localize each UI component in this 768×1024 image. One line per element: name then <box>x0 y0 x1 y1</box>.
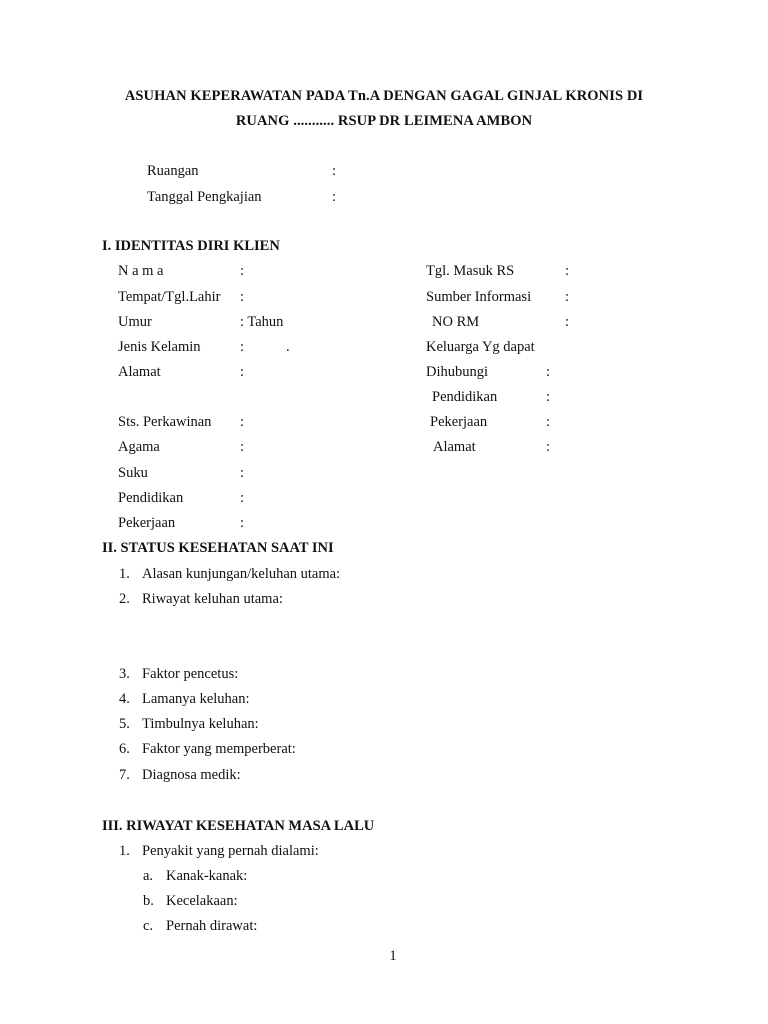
field-tempat-lahir-label: Tempat/Tgl.Lahir <box>118 289 221 305</box>
field-no-rm-value: : <box>565 314 570 330</box>
tanggal-pengkajian-sep: : <box>332 189 337 205</box>
riwayat-subitem-letter: c. <box>143 918 154 934</box>
riwayat-item-penyakit: Penyakit yang pernah dialami: <box>142 843 319 859</box>
field-no-rm-label: NO RM <box>432 314 480 330</box>
status-item-num: 2. <box>119 591 130 607</box>
field-pendidikan-label: Pendidikan <box>118 490 184 506</box>
status-item-num: 4. <box>119 691 130 707</box>
field-pendidikan-value: : <box>240 490 245 506</box>
riwayat-item-num: 1. <box>119 843 130 859</box>
field-keluarga-alamat-value: : <box>546 439 551 455</box>
field-jenis-kelamin-label: Jenis Kelamin <box>118 339 201 355</box>
field-tempat-lahir-value: : <box>240 289 245 305</box>
field-keluarga-pekerjaan-value: : <box>546 414 551 430</box>
document-title-line2: RUANG ........... RSUP DR LEIMENA AMBON <box>235 113 533 129</box>
riwayat-subitem-kanak: Kanak-kanak: <box>166 868 248 884</box>
riwayat-subitem-dirawat: Pernah dirawat: <box>166 918 258 934</box>
field-sumber-informasi-value: : <box>565 289 570 305</box>
status-item-lamanya: Lamanya keluhan: <box>142 691 250 707</box>
field-dihubungi-value: : <box>546 364 551 380</box>
field-umur-label: Umur <box>118 314 152 330</box>
section-riwayat-masa-lalu-heading: III. RIWAYAT KESEHATAN MASA LALU <box>102 818 375 834</box>
field-tgl-masuk-label: Tgl. Masuk RS <box>426 263 515 279</box>
field-jenis-kelamin-dot: . <box>286 339 290 355</box>
field-agama-value: : <box>240 439 245 455</box>
field-keluarga-alamat-label: Alamat <box>433 439 476 455</box>
ruangan-sep: : <box>332 163 337 179</box>
status-item-riwayat: Riwayat keluhan utama: <box>142 591 283 607</box>
riwayat-subitem-kecelakaan: Kecelakaan: <box>166 893 238 909</box>
status-item-diagnosa: Diagnosa medik: <box>142 767 241 783</box>
field-tgl-masuk-value: : <box>565 263 570 279</box>
field-keluarga-pendidikan-value: : <box>546 389 551 405</box>
document-title-line1: ASUHAN KEPERAWATAN PADA Tn.A DENGAN GAGAL GINJAL KRONIS DI <box>124 88 644 104</box>
field-keluarga-label: Keluarga Yg dapat <box>426 339 535 355</box>
status-item-num: 3. <box>119 666 130 682</box>
status-item-num: 5. <box>119 716 130 732</box>
field-agama-label: Agama <box>118 439 160 455</box>
section-status-kesehatan-heading: II. STATUS KESEHATAN SAAT INI <box>102 540 334 556</box>
field-nama-value: : <box>240 263 245 279</box>
section-identitas-heading: I. IDENTITAS DIRI KLIEN <box>102 238 280 254</box>
riwayat-subitem-letter: b. <box>143 893 154 909</box>
field-keluarga-pendidikan-label: Pendidikan <box>432 389 498 405</box>
status-item-timbulnya: Timbulnya keluhan: <box>142 716 259 732</box>
status-item-num: 7. <box>119 767 130 783</box>
field-pekerjaan-label: Pekerjaan <box>118 515 176 531</box>
status-item-faktor-pencetus: Faktor pencetus: <box>142 666 239 682</box>
status-item-alasan: Alasan kunjungan/keluhan utama: <box>142 566 341 582</box>
riwayat-subitem-letter: a. <box>143 868 154 884</box>
field-status-perkawinan-label: Sts. Perkawinan <box>118 414 212 430</box>
status-item-num: 1. <box>119 566 130 582</box>
field-status-perkawinan-value: : <box>240 414 245 430</box>
field-alamat-value: : <box>240 364 245 380</box>
field-suku-label: Suku <box>118 465 148 481</box>
status-item-num: 6. <box>119 741 130 757</box>
field-suku-value: : <box>240 465 245 481</box>
field-umur-value: : Tahun <box>240 314 284 330</box>
field-alamat-label: Alamat <box>118 364 161 380</box>
field-dihubungi-label: Dihubungi <box>426 364 489 380</box>
field-keluarga-pekerjaan-label: Pekerjaan <box>430 414 488 430</box>
field-nama-label: N a m a <box>118 263 164 279</box>
tanggal-pengkajian-label: Tanggal Pengkajian <box>147 189 262 205</box>
field-jenis-kelamin-value: : <box>240 339 245 355</box>
ruangan-label: Ruangan <box>147 163 199 179</box>
page-number: 1 <box>389 948 397 964</box>
status-item-memperberat: Faktor yang memperberat: <box>142 741 296 757</box>
field-pekerjaan-value: : <box>240 515 245 531</box>
field-sumber-informasi-label: Sumber Informasi <box>426 289 532 305</box>
